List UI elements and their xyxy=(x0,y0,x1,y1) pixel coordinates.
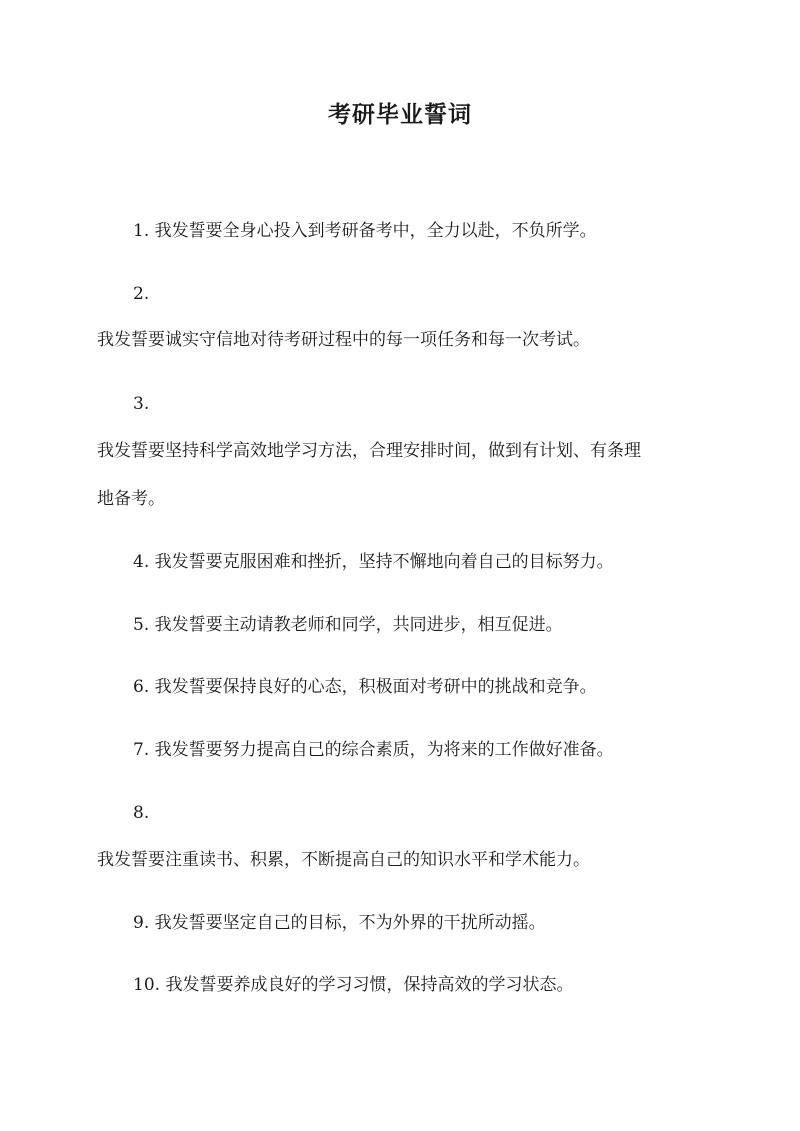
oath-item-3-text-line2: 地备考。 xyxy=(97,489,165,509)
oath-item-2-text: 我发誓要诚实守信地对待考研过程中的每一项任务和每一次考试。 xyxy=(97,330,590,350)
oath-item-7: 7. 我发誓要努力提高自己的综合素质，为将来的工作做好准备。 xyxy=(133,740,614,760)
oath-item-9: 9. 我发誓要坚定自己的目标，不为外界的干扰所动摇。 xyxy=(133,913,546,933)
oath-item-5: 5. 我发誓要主动请教老师和同学，共同进步，相互促进。 xyxy=(133,615,563,635)
oath-item-8-number: 8. xyxy=(133,803,150,823)
oath-item-3-number: 3. xyxy=(133,394,150,414)
oath-item-8-text: 我发誓要注重读书、积累，不断提高自己的知识水平和学术能力。 xyxy=(97,850,590,870)
oath-item-2-number: 2. xyxy=(133,284,150,304)
page-title: 考研毕业誓词 xyxy=(328,101,472,128)
oath-item-4: 4. 我发誓要克服困难和挫折，坚持不懈地向着自己的目标努力。 xyxy=(133,552,614,572)
oath-item-3-text-line1: 我发誓要坚持科学高效地学习方法，合理安排时间，做到有计划、有条理 xyxy=(97,441,641,461)
oath-item-6: 6. 我发誓要保持良好的心态，积极面对考研中的挑战和竞争。 xyxy=(133,677,597,697)
oath-item-10: 10. 我发誓要养成良好的学习习惯，保持高效的学习状态。 xyxy=(133,975,574,995)
oath-item-1: 1. 我发誓要全身心投入到考研备考中，全力以赴，不负所学。 xyxy=(133,221,597,241)
